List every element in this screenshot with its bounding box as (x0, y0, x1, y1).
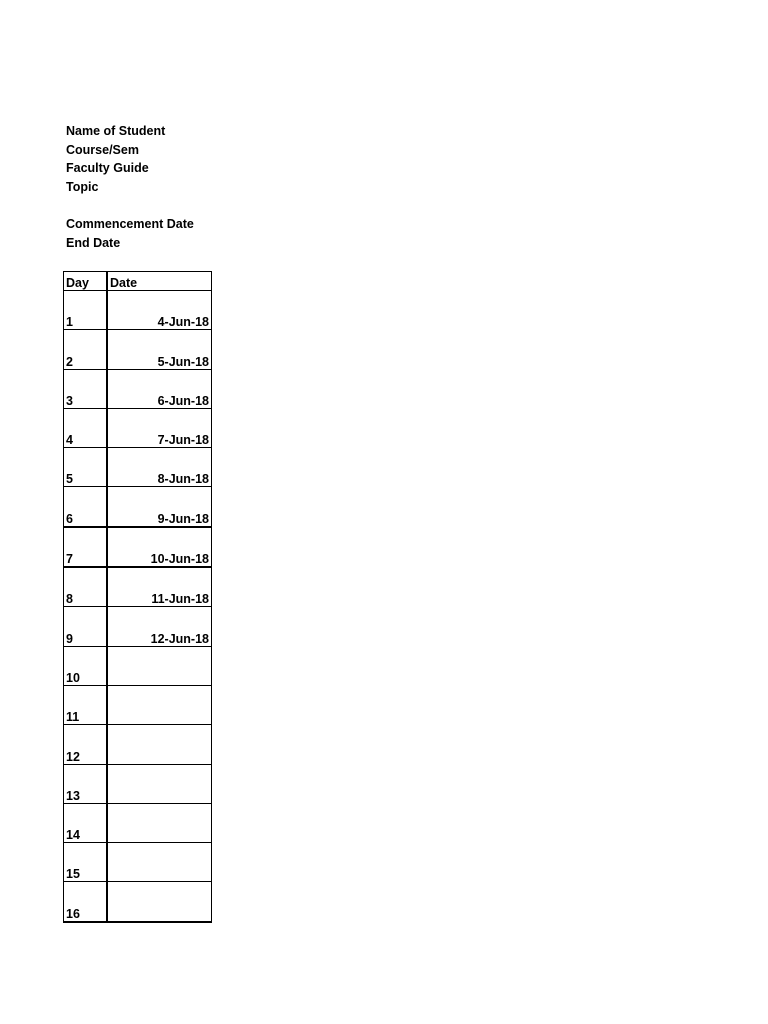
date-cell (107, 764, 212, 803)
date-cell: 12-Jun-18 (107, 607, 212, 646)
day-cell: 11 (64, 685, 108, 724)
date-cell: 5-Jun-18 (107, 330, 212, 369)
date-cell: 11-Jun-18 (107, 567, 212, 607)
table-row (64, 803, 212, 842)
course-sem-label: Course/Sem (66, 142, 139, 157)
table-row (64, 764, 212, 803)
table-row (64, 369, 212, 408)
day-cell: 5 (64, 448, 108, 487)
table-row (64, 487, 212, 527)
faculty-guide-label: Faculty Guide (66, 161, 149, 176)
table-row (64, 408, 212, 447)
date-cell: 6-Jun-18 (107, 369, 212, 408)
day-cell: 14 (64, 803, 108, 842)
date-cell: 4-Jun-18 (107, 291, 212, 330)
table-row (64, 330, 212, 369)
date-cell (107, 725, 212, 764)
date-cell (107, 843, 212, 882)
day-cell: 9 (64, 607, 108, 646)
date-cell (107, 803, 212, 842)
date-cell: 9-Jun-18 (107, 487, 212, 527)
day-cell: 7 (64, 527, 108, 567)
day-cell: 2 (64, 330, 108, 369)
table-row (64, 685, 212, 724)
commencement-date-label: Commencement Date (66, 217, 194, 232)
table-row (64, 882, 212, 922)
table-row (64, 843, 212, 882)
table-row (64, 646, 212, 685)
date-cell: 7-Jun-18 (107, 408, 212, 447)
date-cell: 10-Jun-18 (107, 527, 212, 567)
day-cell: 1 (64, 291, 108, 330)
day-cell: 12 (64, 725, 108, 764)
date-column-header: Date (107, 272, 212, 291)
date-cell (107, 646, 212, 685)
end-date-label: End Date (66, 236, 121, 251)
table-header-row (64, 272, 212, 291)
student-info-block (66, 122, 194, 253)
day-cell: 3 (64, 369, 108, 408)
table-row (64, 567, 212, 607)
info-spacer (66, 197, 194, 216)
day-cell: 16 (64, 882, 108, 922)
day-cell: 6 (64, 487, 108, 527)
day-cell: 15 (64, 843, 108, 882)
name-of-student-label: Name of Student (66, 124, 166, 138)
date-cell: 8-Jun-18 (107, 448, 212, 487)
date-cell (107, 882, 212, 922)
table-row (64, 607, 212, 646)
day-cell: 13 (64, 764, 108, 803)
daily-log-table (63, 271, 212, 923)
day-cell: 8 (64, 567, 108, 607)
day-cell: 4 (64, 408, 108, 447)
table-row (64, 725, 212, 764)
date-cell (107, 685, 212, 724)
table-row (64, 527, 212, 567)
day-cell: 10 (64, 646, 108, 685)
table-row (64, 448, 212, 487)
day-column-header: Day (64, 272, 108, 291)
topic-label: Topic (66, 180, 99, 195)
table-row (64, 291, 212, 330)
